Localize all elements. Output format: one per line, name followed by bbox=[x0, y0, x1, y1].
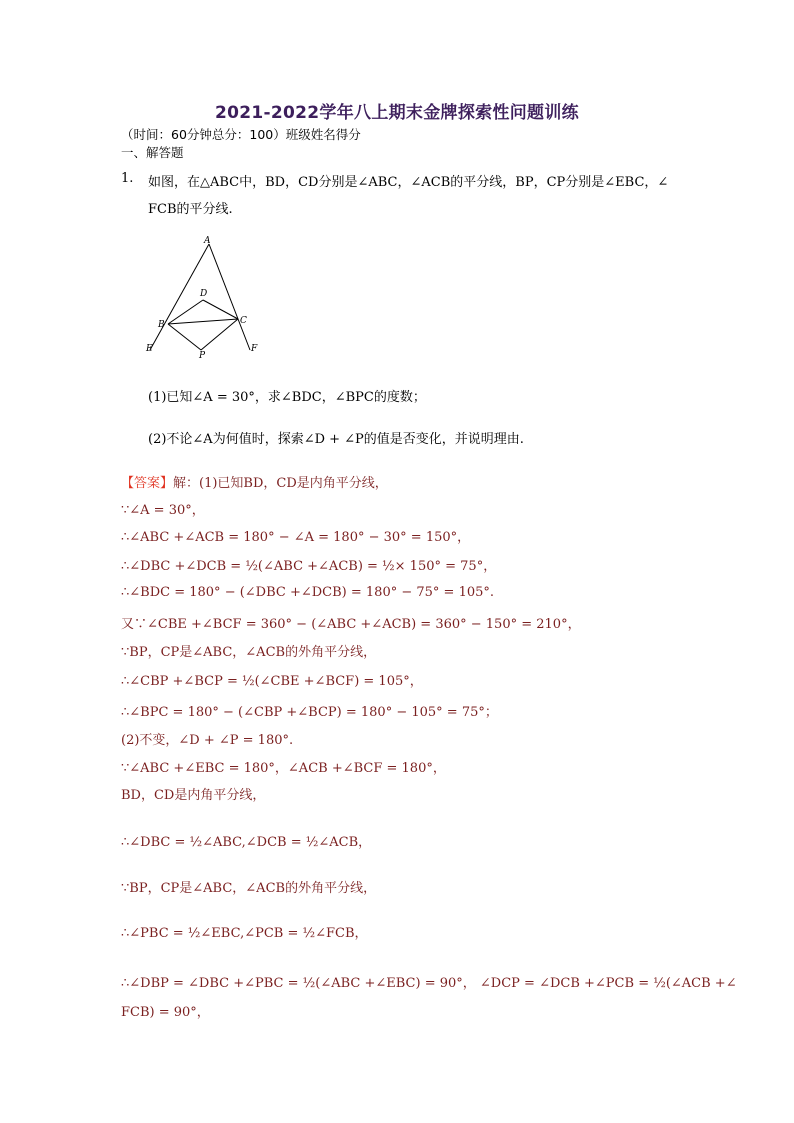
triangle-figure bbox=[140, 232, 280, 362]
label-P: P bbox=[199, 351, 206, 361]
answer-line-2: ∵∠A = 30°， bbox=[121, 503, 205, 518]
label-A: A bbox=[204, 236, 211, 246]
answer-line-6: 又∵∠CBE +∠BCF = 360° − (∠ABC +∠ACB) = 360° − 150° = 210°， bbox=[121, 617, 581, 632]
answer-tag: 【答案】 bbox=[121, 476, 174, 491]
question-text-line-1: 如图，在△ABC中，BD，CD分别是∠ABC，∠ACB的平分线，BP，CP分别是∠EBC，∠ bbox=[148, 175, 669, 190]
question-text-line-2: FCB的平分线. bbox=[148, 202, 233, 217]
answer-line-15: ∴∠PBC = ½∠EBC,∠PCB = ½∠FCB， bbox=[121, 926, 368, 941]
answer-line-17: FCB) = 90°， bbox=[121, 1005, 210, 1020]
segment-PC bbox=[201, 319, 238, 350]
section-heading: 一、解答题 bbox=[121, 145, 184, 160]
answer-line-8: ∴∠CBP +∠BCP = ½(∠CBE +∠BCF) = 105°， bbox=[121, 674, 423, 689]
answer-line-16: ∴∠DBP = ∠DBC +∠PBC = ½(∠ABC +∠EBC) = 90°， ∠DCP = ∠DCB +∠PCB = ½(∠ACB +∠ bbox=[121, 976, 737, 991]
answer-line-14: ∵BP，CP是∠ABC，∠ACB的外角平分线， bbox=[121, 881, 377, 896]
answer-line-3: ∴∠ABC +∠ACB = 180° − ∠A = 180° − 30° = 150°， bbox=[121, 530, 471, 545]
answer-line-4: ∴∠DBC +∠DCB = ½(∠ABC +∠ACB) = ½× 150° = 75°， bbox=[121, 559, 497, 574]
label-E: E bbox=[146, 344, 153, 354]
question-part-1: (1)已知∠A = 30°，求∠BDC，∠BPC的度数； bbox=[148, 390, 426, 405]
label-F: F bbox=[251, 344, 258, 354]
answer-text-1: 解：(1)已知BD，CD是内角平分线， bbox=[173, 476, 388, 491]
answer-line-10: (2)不变，∠D + ∠P = 180°. bbox=[121, 733, 294, 748]
answer-line-7: ∵BP，CP是∠ABC，∠ACB的外角平分线， bbox=[121, 645, 377, 660]
label-B: B bbox=[158, 320, 165, 330]
answer-line-5: ∴∠BDC = 180° − (∠DBC +∠DCB) = 180° − 75° = 105°. bbox=[121, 585, 495, 600]
document-title: 2021-2022学年八上期末金牌探索性问题训练 bbox=[215, 103, 579, 123]
answer-line-13: ∴∠DBC = ½∠ABC,∠DCB = ½∠ACB， bbox=[121, 835, 372, 850]
segment-BD bbox=[168, 300, 203, 324]
segment-BP bbox=[168, 324, 201, 350]
segment-BC bbox=[168, 319, 238, 324]
answer-line-9: ∴∠BPC = 180° − (∠CBP +∠BCP) = 180° − 105° = 75°； bbox=[121, 705, 498, 720]
question-part-2: (2)不论∠A为何值时，探索∠D + ∠P的值是否变化，并说明理由. bbox=[148, 432, 524, 447]
question-number: 1. bbox=[121, 171, 134, 186]
label-D: D bbox=[200, 289, 208, 299]
exam-meta: （时间：60分钟总分：100）班级姓名得分 bbox=[121, 127, 361, 142]
answer-line-11: ∵∠ABC +∠EBC = 180°，∠ACB +∠BCF = 180°， bbox=[121, 761, 446, 776]
line-A-F bbox=[209, 244, 250, 350]
segment-DC bbox=[203, 300, 238, 319]
answer-line-12: BD，CD是内角平分线， bbox=[121, 788, 266, 803]
label-C: C bbox=[240, 316, 247, 326]
answer-line-1 bbox=[121, 472, 388, 491]
